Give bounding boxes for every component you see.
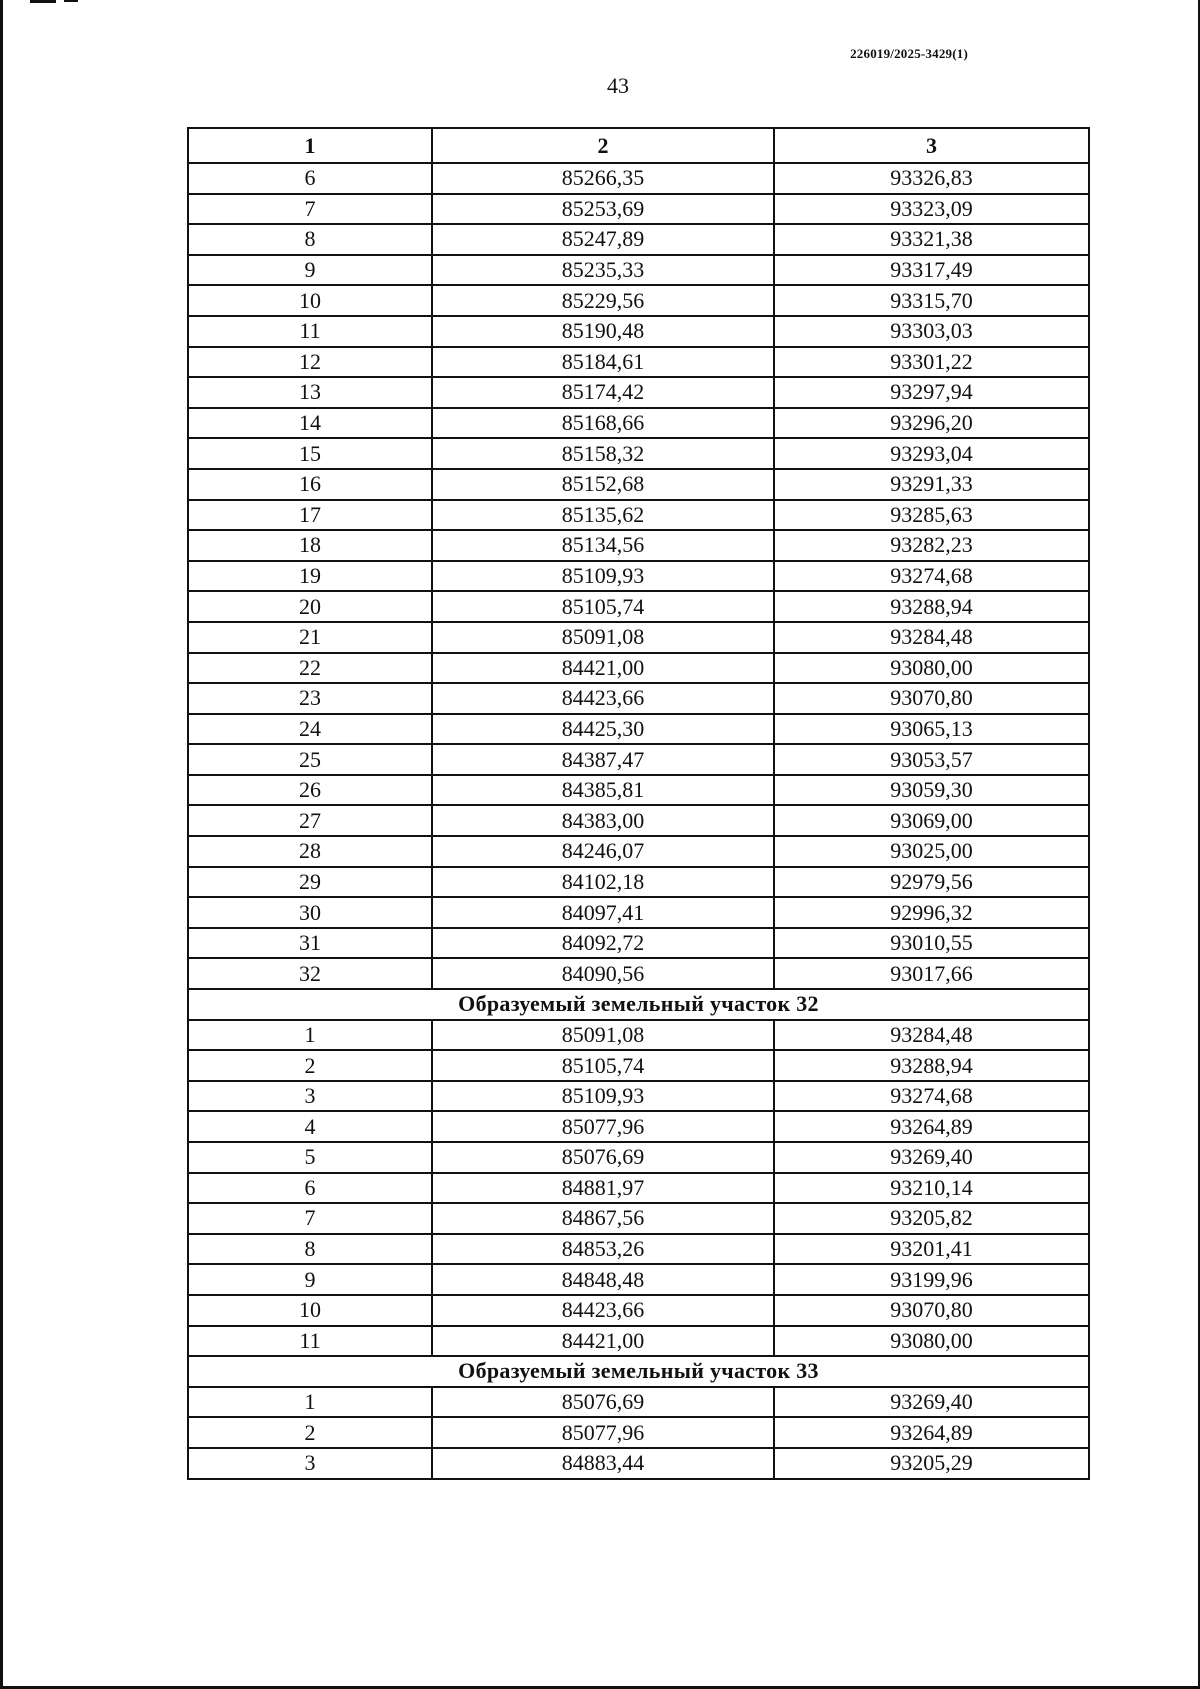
y-coordinate-cell: 93285,63	[774, 500, 1089, 531]
x-coordinate-cell: 85190,48	[432, 316, 774, 347]
y-coordinate-cell: 93284,48	[774, 1020, 1089, 1051]
x-coordinate-cell: 84097,41	[432, 897, 774, 928]
point-number-cell: 4	[188, 1111, 432, 1142]
x-coordinate-cell: 84387,47	[432, 744, 774, 775]
table-row	[188, 377, 1089, 408]
table-row	[188, 958, 1089, 989]
table-row	[188, 224, 1089, 255]
point-number-cell: 9	[188, 255, 432, 286]
y-coordinate-cell: 93296,20	[774, 408, 1089, 439]
point-number-cell: 16	[188, 469, 432, 500]
y-coordinate-cell: 93284,48	[774, 622, 1089, 653]
x-coordinate-cell: 85091,08	[432, 1020, 774, 1051]
x-coordinate-cell: 84102,18	[432, 867, 774, 898]
table-row	[188, 347, 1089, 378]
y-coordinate-cell: 93269,40	[774, 1387, 1089, 1418]
y-coordinate-cell: 92979,56	[774, 867, 1089, 898]
table-row	[188, 438, 1089, 469]
y-coordinate-cell: 93323,09	[774, 194, 1089, 225]
x-coordinate-cell: 84421,00	[432, 653, 774, 684]
table-row	[188, 1295, 1089, 1326]
scan-artifact	[30, 0, 56, 3]
point-number-cell: 2	[188, 1417, 432, 1448]
point-number-cell: 23	[188, 683, 432, 714]
point-number-cell: 2	[188, 1050, 432, 1081]
y-coordinate-cell: 93303,03	[774, 316, 1089, 347]
table-row	[188, 194, 1089, 225]
x-coordinate-cell: 85174,42	[432, 377, 774, 408]
y-coordinate-cell: 93264,89	[774, 1111, 1089, 1142]
x-coordinate-cell: 85077,96	[432, 1111, 774, 1142]
y-coordinate-cell: 93321,38	[774, 224, 1089, 255]
point-number-cell: 19	[188, 561, 432, 592]
table-row	[188, 1111, 1089, 1142]
table-row	[188, 775, 1089, 806]
y-coordinate-cell: 93070,80	[774, 683, 1089, 714]
coordinates-table	[187, 127, 1090, 1480]
table-row	[188, 714, 1089, 745]
x-coordinate-cell: 84423,66	[432, 683, 774, 714]
x-coordinate-cell: 85235,33	[432, 255, 774, 286]
y-coordinate-cell: 93297,94	[774, 377, 1089, 408]
table-row	[188, 1448, 1089, 1479]
column-header-y: 3	[774, 128, 1089, 163]
table-row	[188, 316, 1089, 347]
point-number-cell: 15	[188, 438, 432, 469]
point-number-cell: 28	[188, 836, 432, 867]
y-coordinate-cell: 93264,89	[774, 1417, 1089, 1448]
table-row	[188, 867, 1089, 898]
section-title: Образуемый земельный участок 32	[188, 989, 1089, 1020]
x-coordinate-cell: 85135,62	[432, 500, 774, 531]
y-coordinate-cell: 93080,00	[774, 653, 1089, 684]
y-coordinate-cell: 93274,68	[774, 1081, 1089, 1112]
x-coordinate-cell: 84423,66	[432, 1295, 774, 1326]
point-number-cell: 12	[188, 347, 432, 378]
table-row	[188, 500, 1089, 531]
y-coordinate-cell: 93301,22	[774, 347, 1089, 378]
table-row	[188, 1081, 1089, 1112]
x-coordinate-cell: 85229,56	[432, 285, 774, 316]
point-number-cell: 10	[188, 285, 432, 316]
y-coordinate-cell: 93205,82	[774, 1203, 1089, 1234]
y-coordinate-cell: 93274,68	[774, 561, 1089, 592]
point-number-cell: 11	[188, 316, 432, 347]
y-coordinate-cell: 93282,23	[774, 530, 1089, 561]
y-coordinate-cell: 93070,80	[774, 1295, 1089, 1326]
point-number-cell: 29	[188, 867, 432, 898]
y-coordinate-cell: 93025,00	[774, 836, 1089, 867]
x-coordinate-cell: 85266,35	[432, 163, 774, 194]
point-number-cell: 7	[188, 194, 432, 225]
x-coordinate-cell: 85077,96	[432, 1417, 774, 1448]
table-row	[188, 591, 1089, 622]
point-number-cell: 3	[188, 1448, 432, 1479]
table-row	[188, 255, 1089, 286]
y-coordinate-cell: 93017,66	[774, 958, 1089, 989]
table-row	[188, 561, 1089, 592]
point-number-cell: 6	[188, 1173, 432, 1204]
table-row	[188, 1050, 1089, 1081]
table-row	[188, 530, 1089, 561]
point-number-cell: 27	[188, 805, 432, 836]
point-number-cell: 25	[188, 744, 432, 775]
table-row	[188, 622, 1089, 653]
y-coordinate-cell: 93326,83	[774, 163, 1089, 194]
point-number-cell: 18	[188, 530, 432, 561]
table-row	[188, 836, 1089, 867]
x-coordinate-cell: 85105,74	[432, 591, 774, 622]
x-coordinate-cell: 85076,69	[432, 1142, 774, 1173]
x-coordinate-cell: 84848,48	[432, 1264, 774, 1295]
y-coordinate-cell: 93288,94	[774, 591, 1089, 622]
section-title-row	[188, 1356, 1089, 1387]
point-number-cell: 1	[188, 1020, 432, 1051]
y-coordinate-cell: 93269,40	[774, 1142, 1089, 1173]
table-row	[188, 1173, 1089, 1204]
y-coordinate-cell: 93317,49	[774, 255, 1089, 286]
point-number-cell: 20	[188, 591, 432, 622]
x-coordinate-cell: 85168,66	[432, 408, 774, 439]
point-number-cell: 8	[188, 1234, 432, 1265]
point-number-cell: 5	[188, 1142, 432, 1173]
coordinates-table-body	[188, 128, 1089, 1479]
table-row	[188, 683, 1089, 714]
table-row	[188, 1417, 1089, 1448]
table-row	[188, 469, 1089, 500]
table-row	[188, 744, 1089, 775]
table-row	[188, 285, 1089, 316]
x-coordinate-cell: 85152,68	[432, 469, 774, 500]
point-number-cell: 31	[188, 928, 432, 959]
x-coordinate-cell: 84092,72	[432, 928, 774, 959]
point-number-cell: 30	[188, 897, 432, 928]
y-coordinate-cell: 93199,96	[774, 1264, 1089, 1295]
point-number-cell: 13	[188, 377, 432, 408]
y-coordinate-cell: 93080,00	[774, 1326, 1089, 1357]
table-row	[188, 1264, 1089, 1295]
table-row	[188, 1234, 1089, 1265]
table-row	[188, 1142, 1089, 1173]
scan-artifact	[64, 0, 78, 2]
y-coordinate-cell: 93069,00	[774, 805, 1089, 836]
point-number-cell: 3	[188, 1081, 432, 1112]
x-coordinate-cell: 85091,08	[432, 622, 774, 653]
x-coordinate-cell: 85109,93	[432, 1081, 774, 1112]
section-title-row	[188, 989, 1089, 1020]
table-row	[188, 653, 1089, 684]
y-coordinate-cell: 93059,30	[774, 775, 1089, 806]
column-header-point: 1	[188, 128, 432, 163]
x-coordinate-cell: 84090,56	[432, 958, 774, 989]
point-number-cell: 21	[188, 622, 432, 653]
point-number-cell: 11	[188, 1326, 432, 1357]
point-number-cell: 26	[188, 775, 432, 806]
column-header-x: 2	[432, 128, 774, 163]
section-title: Образуемый земельный участок 33	[188, 1356, 1089, 1387]
x-coordinate-cell: 84867,56	[432, 1203, 774, 1234]
x-coordinate-cell: 84246,07	[432, 836, 774, 867]
x-coordinate-cell: 84385,81	[432, 775, 774, 806]
x-coordinate-cell: 84383,00	[432, 805, 774, 836]
y-coordinate-cell: 93205,29	[774, 1448, 1089, 1479]
point-number-cell: 8	[188, 224, 432, 255]
table-row	[188, 805, 1089, 836]
table-row	[188, 897, 1089, 928]
x-coordinate-cell: 85109,93	[432, 561, 774, 592]
x-coordinate-cell: 84881,97	[432, 1173, 774, 1204]
point-number-cell: 9	[188, 1264, 432, 1295]
y-coordinate-cell: 93201,41	[774, 1234, 1089, 1265]
point-number-cell: 6	[188, 163, 432, 194]
table-row	[188, 408, 1089, 439]
table-row	[188, 1020, 1089, 1051]
x-coordinate-cell: 85184,61	[432, 347, 774, 378]
point-number-cell: 10	[188, 1295, 432, 1326]
x-coordinate-cell: 85105,74	[432, 1050, 774, 1081]
table-row	[188, 1387, 1089, 1418]
x-coordinate-cell: 84425,30	[432, 714, 774, 745]
y-coordinate-cell: 93053,57	[774, 744, 1089, 775]
y-coordinate-cell: 93291,33	[774, 469, 1089, 500]
table-row	[188, 1326, 1089, 1357]
point-number-cell: 32	[188, 958, 432, 989]
table-header-row	[188, 128, 1089, 163]
y-coordinate-cell: 93010,55	[774, 928, 1089, 959]
y-coordinate-cell: 93288,94	[774, 1050, 1089, 1081]
table-row	[188, 1203, 1089, 1234]
y-coordinate-cell: 93293,04	[774, 438, 1089, 469]
y-coordinate-cell: 93210,14	[774, 1173, 1089, 1204]
x-coordinate-cell: 85247,89	[432, 224, 774, 255]
y-coordinate-cell: 93315,70	[774, 285, 1089, 316]
point-number-cell: 22	[188, 653, 432, 684]
point-number-cell: 17	[188, 500, 432, 531]
x-coordinate-cell: 84421,00	[432, 1326, 774, 1357]
document-reference: 226019/2025-3429(1)	[850, 46, 968, 61]
point-number-cell: 24	[188, 714, 432, 745]
y-coordinate-cell: 92996,32	[774, 897, 1089, 928]
y-coordinate-cell: 93065,13	[774, 714, 1089, 745]
x-coordinate-cell: 85158,32	[432, 438, 774, 469]
x-coordinate-cell: 84853,26	[432, 1234, 774, 1265]
x-coordinate-cell: 85253,69	[432, 194, 774, 225]
page-number: 43	[607, 73, 629, 98]
point-number-cell: 1	[188, 1387, 432, 1418]
table-row	[188, 928, 1089, 959]
x-coordinate-cell: 85134,56	[432, 530, 774, 561]
point-number-cell: 14	[188, 408, 432, 439]
point-number-cell: 7	[188, 1203, 432, 1234]
x-coordinate-cell: 84883,44	[432, 1448, 774, 1479]
x-coordinate-cell: 85076,69	[432, 1387, 774, 1418]
table-row	[188, 163, 1089, 194]
